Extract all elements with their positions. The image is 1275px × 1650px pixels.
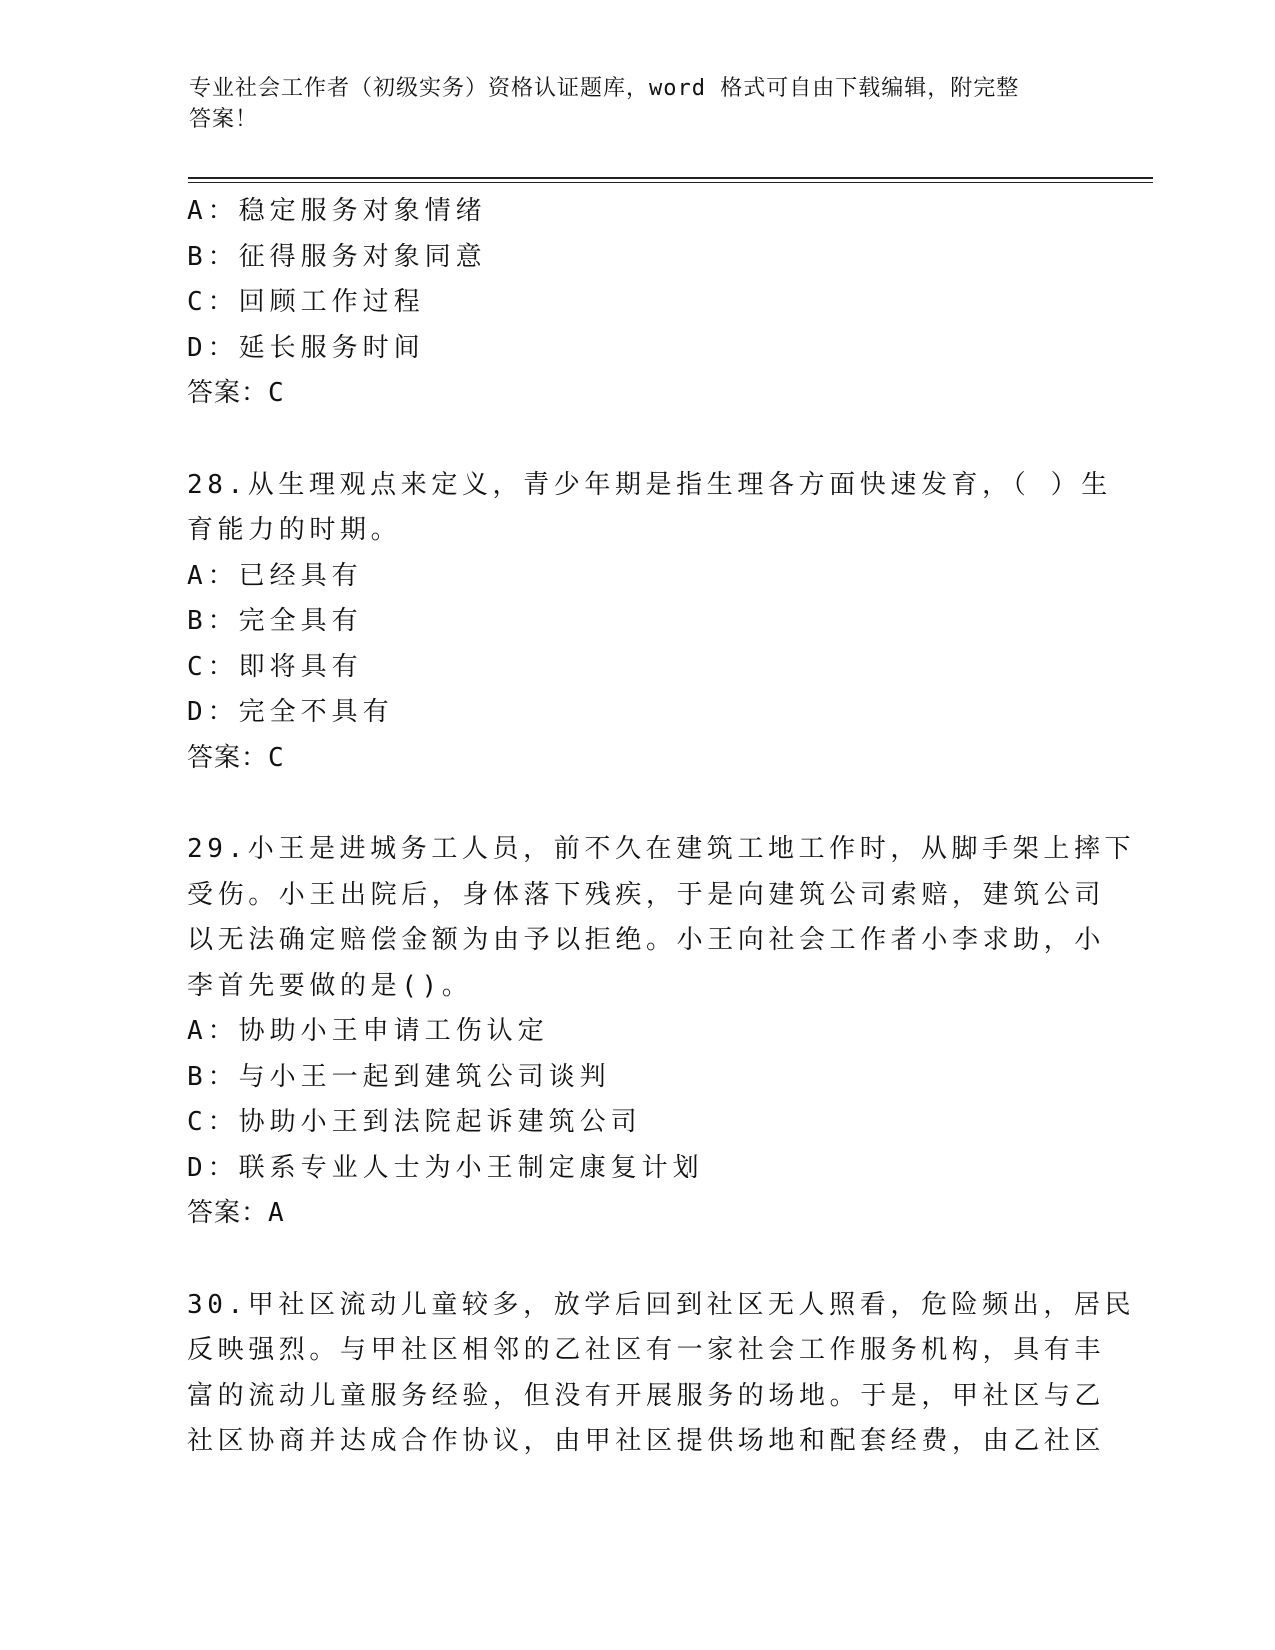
answer-label: 答案： — [187, 1198, 269, 1228]
stem-line: 30.甲社区流动儿童较多，放学后回到社区无人照看，危险频出，居民 — [187, 1289, 1136, 1320]
document-header — [189, 73, 1069, 135]
option-c: C：回顾工作过程 — [187, 287, 425, 317]
option-a: A：协助小王申请工伤认定 — [187, 1016, 549, 1046]
header-line-1: 专业社会工作者（初级实务）资格认证题库，word 格式可自由下载编辑，附完整 — [189, 76, 1020, 101]
option-b: B：与小王一起到建筑公司谈判 — [187, 1061, 611, 1092]
option-a: A：稳定服务对象情绪 — [187, 196, 487, 226]
answer-line — [187, 1191, 1087, 1237]
option-d: D：联系专业人士为小王制定康复计划 — [187, 1152, 704, 1183]
option-b: B：征得服务对象同意 — [187, 241, 487, 272]
answer-label: 答案： — [187, 742, 269, 773]
option-c: C：即将具有 — [187, 651, 363, 682]
option-a: A：已经具有 — [187, 560, 363, 591]
stem-line: 育能力的时期。 — [187, 515, 402, 545]
spacer — [187, 781, 1087, 827]
option-c: C：协助小王到法院起诉建筑公司 — [187, 1107, 642, 1137]
answer-value: A — [268, 1198, 285, 1228]
stem-line: 受伤。小王出院后，身体落下残疾，于是向建筑公司索赔，建筑公司 — [187, 879, 1106, 910]
stem-line: 28.从生理观点来定义，青少年期是指生理各方面快速发育，（ ）生 — [187, 469, 1112, 500]
answer-label: 答案： — [187, 378, 269, 408]
stem-line: 李首先要做的是()。 — [187, 970, 473, 1001]
spacer — [187, 1237, 1087, 1283]
header-divider-thin — [188, 182, 1153, 183]
answer-value: C — [268, 378, 285, 408]
stem-line: 社区协商并达成合作协议，由甲社区提供场地和配套经费，由乙社区 — [187, 1426, 1106, 1456]
question-stem — [187, 463, 1112, 554]
option-d: D：延长服务时间 — [187, 332, 425, 363]
question-27-continued — [187, 189, 1087, 417]
question-stem — [187, 1283, 1136, 1465]
stem-line: 29.小王是进城务工人员，前不久在建筑工地工作时，从脚手架上摔下 — [187, 834, 1136, 864]
stem-line: 反映强烈。与甲社区相邻的乙社区有一家社会工作服务机构，具有丰 — [187, 1335, 1106, 1365]
question-28 — [187, 463, 1112, 782]
option-b: B：完全具有 — [187, 606, 363, 636]
option-d: D：完全不具有 — [187, 697, 394, 727]
document-body — [187, 189, 1136, 1465]
question-29 — [187, 827, 1136, 1237]
question-stem — [187, 827, 1136, 1009]
answer-value: C — [268, 742, 285, 773]
stem-line: 以无法确定赔偿金额为由予以拒绝。小王向社会工作者小李求助，小 — [187, 925, 1106, 955]
answer-line — [187, 736, 1087, 782]
spacer — [187, 417, 1087, 463]
header-divider-thick — [188, 177, 1153, 179]
answer-line — [187, 371, 1087, 417]
header-line-2: 答案！ — [189, 107, 259, 132]
stem-line: 富的流动儿童服务经验，但没有开展服务的场地。于是，甲社区与乙 — [187, 1380, 1106, 1411]
question-30 — [187, 1283, 1136, 1465]
